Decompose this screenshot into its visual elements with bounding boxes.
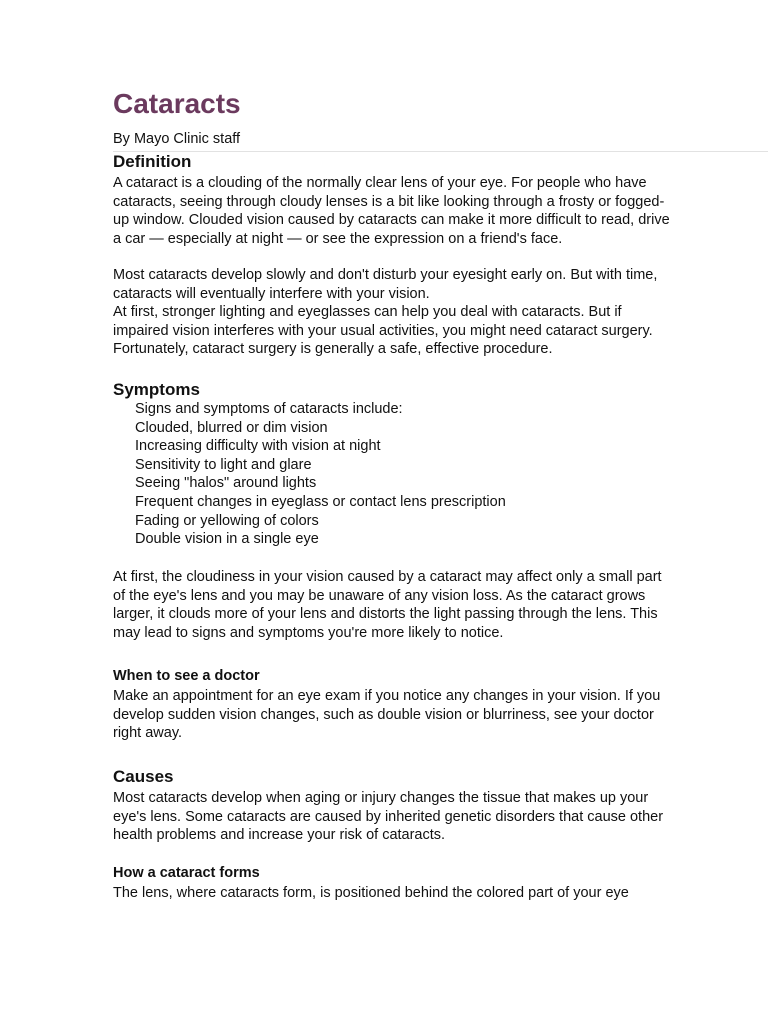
forms-paragraph: The lens, where cataracts form, is positioned behind the colored part of your eye xyxy=(113,885,629,901)
list-item: Fading or yellowing of colors xyxy=(135,512,319,529)
list-item: Clouded, blurred or dim vision xyxy=(135,419,328,436)
divider xyxy=(113,151,768,152)
list-item: Sensitivity to light and glare xyxy=(135,456,312,473)
doctor-heading: When to see a doctor xyxy=(113,668,260,684)
definition-heading: Definition xyxy=(113,152,192,171)
byline: By Mayo Clinic staff xyxy=(113,131,241,147)
symptoms-list xyxy=(135,400,506,549)
page-title: Cataracts xyxy=(113,88,241,119)
symptoms-heading: Symptoms xyxy=(113,380,200,399)
causes-paragraph: Most cataracts develop when aging or injury changes the tissue that makes up your eye's lens. Some cataracts are caused by inherited genetic disorders that cause other health problems and increase your risk of cataracts. xyxy=(113,790,664,843)
forms-heading: How a cataract forms xyxy=(113,865,260,881)
symptoms-paragraph: At first, the cloudiness in your vision caused by a cataract may affect only a small part of the eye's lens and you may be unaware of any vision loss. As the cataract grows larger, it clouds more of your lens and distorts the light passing through the lens. This may lead to signs and symptoms you're more likely to notice. xyxy=(113,569,662,641)
list-item: Frequent changes in eyeglass or contact lens prescription xyxy=(135,493,506,510)
causes-heading: Causes xyxy=(113,767,174,786)
list-item: Increasing difficulty with vision at night xyxy=(135,438,381,455)
list-item: Signs and symptoms of cataracts include: xyxy=(135,401,403,417)
definition-paragraph-2: Most cataracts develop slowly and don't disturb your eyesight early on. But with time, cataracts will eventually interfere with your vision. xyxy=(113,267,658,302)
list-item: Seeing "halos" around lights xyxy=(135,475,317,492)
doctor-paragraph: Make an appointment for an eye exam if you notice any changes in your vision. If you develop sudden vision changes, such as double vision or blurriness, see your doctor right away. xyxy=(113,688,661,741)
list-item: Double vision in a single eye xyxy=(135,531,319,548)
definition-paragraph-1: A cataract is a clouding of the normally clear lens of your eye. For people who have cataracts, seeing through cloudy lenses is a bit like looking through a frosty or fogged-up window. Clouded vision caused by cataracts can make it more difficult to read, drive a car — especially at night — or see the expression on a friend's face. xyxy=(113,175,670,247)
definition-paragraph-3: At first, stronger lighting and eyeglasses can help you deal with cataracts. But if impaired vision interferes with your usual activities, you might need cataract surgery. Fortunately, cataract surgery is generally a safe, effective procedure. xyxy=(113,304,653,357)
